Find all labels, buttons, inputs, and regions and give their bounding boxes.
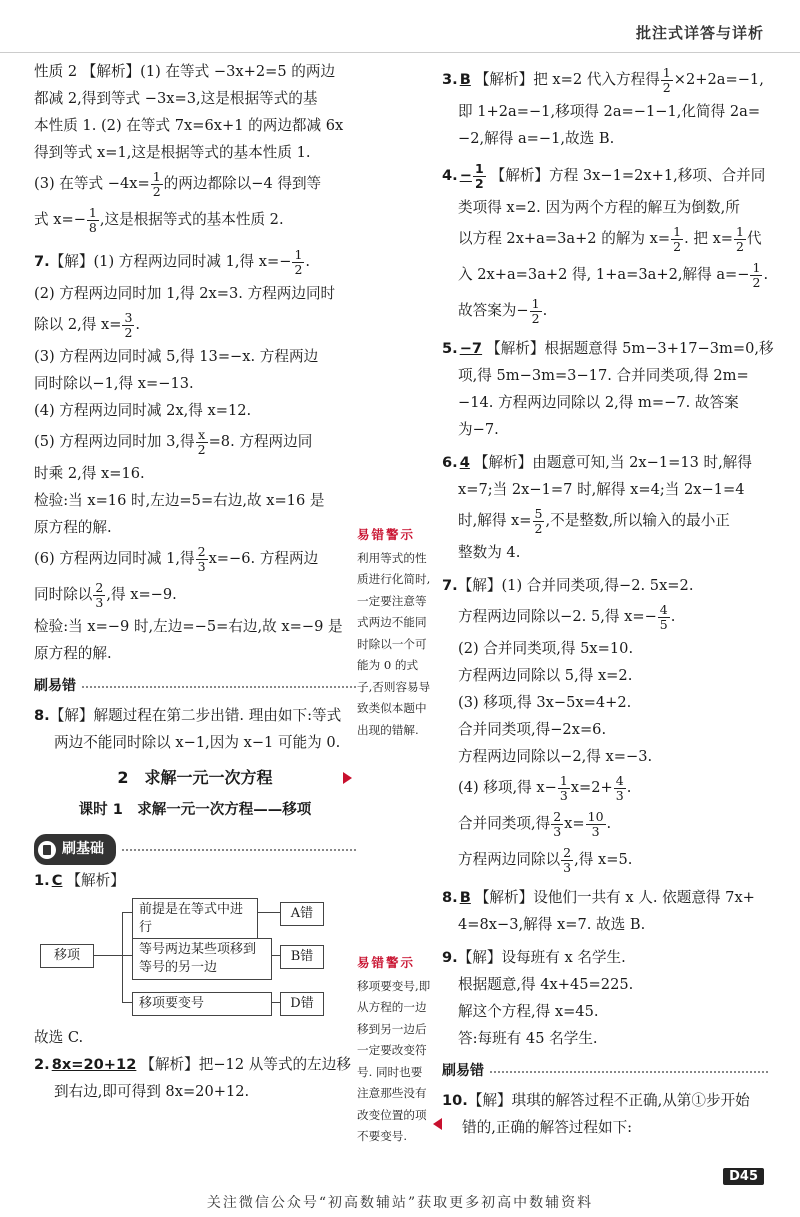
section-separator: 刷易错: [34, 673, 356, 700]
answer-block-r9: 9.【解】设每班有 x 名学生. 根据题意,得 4x+45=225. 解这个方程,得 x=45. 答:每班有 45 名学生.: [442, 949, 634, 1047]
warning-text: 利用等式的性质进行化简时,一定要注意等式两边不能同时除以一个可能为 0 的式子,否则容易导致类似本题中出现的错解.: [357, 550, 431, 737]
book-icon: [38, 841, 56, 859]
warning-text: 移项要变号,即从方程的一边移到另一边后一定要改变符号. 同时也要注意那些没有改变位置的项不要变号.: [357, 978, 431, 1143]
answer-block-r8: 8. B 【解析】设他们一共有 x 人. 依题意得 7x+ 4=8x−3,解得 x=7. 故选 B.: [442, 889, 755, 933]
answer-value: − $\frac{1}{2}$: [459, 160, 484, 191]
concept-diagram: [34, 898, 356, 1016]
warning-note: [357, 952, 431, 1148]
page-number: D45: [723, 1168, 764, 1185]
answer-value: 8x=20+12: [51, 1056, 137, 1073]
answer-value: B: [459, 71, 471, 88]
answer-block-7: 7.【解】(1) 方程两边同时减 1,得 x=− $\frac{1}{2}$ . (2) 方程两边同时加 1,得 2x=3. 方程两边同时 除以 2,得 x= $\frac{3}{2}$ . (3) 方程两边同时减 5,得 13=−x. 方程两边 同时除以−1,得 x=−13. (4) 方程两边同时减 2x,得 x=12. (5) 方程两边同时加 3,得 $\frac{x}{2}$ =8. 方程两边同 时乘 2,得 x=16. 检验:当 x=16 时,左边=5=右边,故 x=16 是 原方程的解. (6) 方程两边同时减 1,得 $\frac{2}{3}$ x=−6. 方程两边 同时除以 $\frac{2}{3}$ ,得 x=−9. 检验:当 x=−9 时,左边=−5=右边,故 x=−9 是 原方程的解.: [34, 246, 343, 662]
answer-value: B: [459, 889, 471, 906]
question-number: 1.: [34, 872, 50, 889]
page-header: 批注式详答与详析: [635, 24, 764, 42]
answer-block-8: 8.【解】解题过程在第二步出错. 理由如下:等式 两边不能同时除以 x−1,因为 x−1 可能为 0.: [34, 707, 342, 751]
left-column: 性质 2 【解析】(1) 在等式 −3x+2=5 的两边 都减 2,得到等式 −3x=3,这是根据等式的基 本性质 1. (2) 在等式 7x=6x+1 的两边都减 6x 得到等式 x=1,这是根据等式的基本性质 1. (3) 在等式 −4x= $\frac{1}{2}$ 的两边都除以−4 得到等 式 x=− $\frac{1}{8}$ ,这是根据等式的基本性质 2. 7.【解】(1) 方程两边同时减 1,得 x=− $\frac{1}{2}$ . (2) 方程两边同时加 1,得 2x=3. 方程两边同时 除以 2,得 x= $\frac{3}{2}$ . (3) 方程两边同时减 5,得 13=−x. 方程两边 同时除以−1,得 x=−13. (4) 方程两边同时减 2x,得 x=12. (5) 方程两边同时加 3,得 $\frac{x}{2}$ =8. 方程两边同 时乘 2,得 x=16. 检验:当 x=16 时,左边=5=右边,故 x=16 是 原方程的解. (6) 方程两边同时减 1,得 $\frac{2}{3}$ x=−6. 方程两边 同时除以 $\frac{2}{3}$ ,得 x=−9. 检验:当 x=−9 时,左边=−5=右边,故 x=−9 是 原方程的解. 刷易错 8.【解】解题过程在第二步出错. 理由如下:等式 两边不能同时除以 x−1,因为 x−1 可能为 0. 2 求解一元一次方程 课时 1 求解一元一次方程——移项 刷基础 1. C 【解析】 移项 前提是在等式中进行 等号两边某些项移到等号的另一边 移项要变号 A错 B错 D错 故选 C. 2. 8x=20+12 【解析】把−12 从等式的左边移 到右边,即可得到 8x=20+12.: [34, 58, 356, 1105]
diagram-root: 移项: [40, 944, 94, 968]
fraction: $\frac{1}{2}$: [152, 168, 161, 199]
question-number: 7.: [34, 253, 50, 270]
answer-block-r3: 3. B 【解析】把 x=2 代入方程得 $\frac{1}{2}$ ×2+2a=−1, 即 1+2a=−1,移项得 2a=−1−1,化简得 2a= −2,解得 a=−1,故选 B.: [442, 64, 764, 147]
fraction: $\frac{1}{8}$: [88, 204, 97, 235]
pointer-arrow-icon: [433, 1118, 442, 1130]
answer-block-property: [34, 58, 356, 238]
answer-block-r10: 10.【解】琪琪的解答过程不正确,从第①步开始 错的,正确的解答过程如下:: [442, 1092, 750, 1136]
section-badge: 刷基础: [34, 834, 116, 865]
text-line: 本性质 1. (2) 在等式 7x=6x+1 的两边都减 6x: [34, 117, 344, 134]
header-rule: [0, 52, 800, 53]
diagram-item: 等号两边某些项移到等号的另一边: [132, 938, 272, 980]
warning-title: 易错警示: [357, 527, 416, 542]
answer-value: C: [51, 872, 63, 889]
answer-block-r6: 6. 4 【解析】由题意可知,当 2x−1=13 时,解得 x=7;当 2x−1=7 时,解得 x=4;当 2x−1=4 时,解得 x= $\frac{5}{2}$ ,不是整数,所以输入的最小正 整数为 4.: [442, 454, 752, 561]
pointer-arrow-icon: [343, 772, 352, 784]
text-line: 式 x=− $\frac{1}{8}$ ,这是根据等式的基本性质 2.: [34, 204, 284, 235]
answer-block-r7: 7.【解】(1) 合并同类项,得−2. 5x=2. 方程两边同除以−2. 5,得 x=− $\frac{4}{5}$ . (2) 合并同类项,得 5x=10. 方程两边同除以 5,得 x=2. (3) 移项,得 3x−5x=4+2. 合并同类项,得−2x=6. 方程两边同除以−2,得 x=−3. (4) 移项,得 x− $\frac{1}{3}$ x=2+ $\frac{4}{3}$ . 合并同类项,得 $\frac{2}{3}$ x= $\frac{10}{3}$ . 方程两边同除以 $\frac{2}{3}$ ,得 x=5.: [442, 577, 694, 875]
diagram-result: A错: [280, 902, 324, 926]
section-separator: 刷易错: [442, 1058, 768, 1085]
warning-note: [357, 524, 431, 741]
answer-block-r5: 5. −7 【解析】根据题意得 5m−3+17−3m=0,移 项,得 5m−3m=3−17. 合并同类项,得 2m= −14. 方程两边同除以 2,得 m=−7. 故答案 为−7.: [442, 340, 774, 438]
question-number: 8.: [34, 707, 50, 724]
diagram-result: D错: [280, 992, 324, 1016]
diagram-item: 前提是在等式中进行: [132, 898, 258, 940]
badge-row: [34, 834, 356, 865]
text-line: (3) 在等式 −4x= $\frac{1}{2}$ 的两边都除以−4 得到等: [34, 168, 322, 199]
diagram-item: 移项要变号: [132, 992, 272, 1016]
diagram-result: B错: [280, 945, 324, 969]
answer-value: 4: [459, 454, 470, 471]
text-line: 得到等式 x=1,这是根据等式的基本性质 1.: [34, 144, 311, 161]
text-line: 性质 2 【解析】(1) 在等式 −3x+2=5 的两边: [34, 63, 336, 80]
answer-block-r4: 4. − $\frac{1}{2}$ 【解析】方程 3x−1=2x+1,移项、合并同 类项得 x=2. 因为两个方程的解互为倒数,所 以方程 2x+a=3a+2 的解为 x= $\frac{1}{2}$ . 把 x= $\frac{1}{2}$ 代 入 2x+a=3a+2 得, 1+a=3a+2,解得 a=− $\frac{1}{2}$ . 故答案为− $\frac{1}{2}$ .: [442, 160, 769, 326]
text-line: 都减 2,得到等式 −3x=3,这是根据等式的基: [34, 90, 318, 107]
right-column: [442, 62, 774, 1147]
warning-title: 易错警示: [357, 955, 416, 970]
page-footer: 关注微信公众号“初高数辅站”获取更多初高中数辅资料: [206, 1195, 594, 1211]
section-title: 2 求解一元一次方程: [117, 768, 273, 787]
question-number: 2.: [34, 1056, 50, 1073]
answer-value: −7: [459, 340, 483, 357]
lesson-title: 课时 1 求解一元一次方程——移项: [78, 802, 312, 818]
